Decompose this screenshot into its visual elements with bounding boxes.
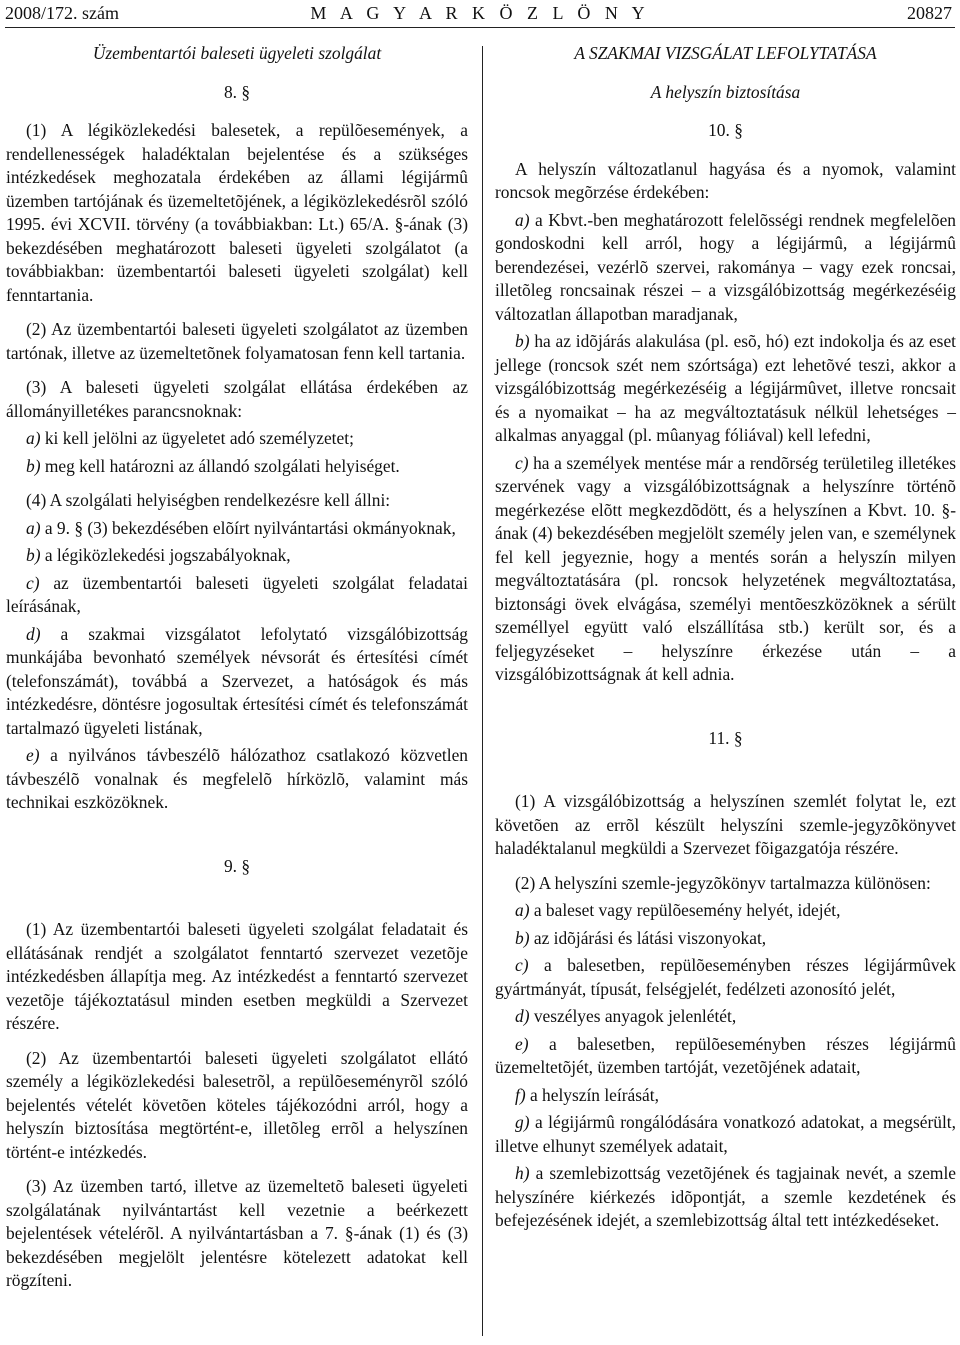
paragraph-8-3: (3) A baleseti ügyeleti szolgálat ellátása érdekében az állományilletékes parancsnoknak: [6, 377, 468, 421]
item-text: a szakmai vizsgálatot lefolytató vizsgálóbizottság munkájába bevonható személyek névsorát és értesítési címét (telefonszámát), továbbá a Szervezet, a hatóságok és más intézkedésre, döntésre jogosultak értesítési címét és telefonszámát tartalmazó ügyeleti listának, [6, 623, 468, 738]
paragraph-11-2a [495, 899, 956, 923]
item-label: a) [515, 900, 530, 920]
paragraph-8-3b [6, 455, 468, 479]
paragraph-11-heading: 11. § [708, 727, 743, 748]
item-text: a balesetben, repülõeseményben részes légijármû üzemeltetõjét, üzemben tartóját, vezetõjének adatait, [495, 1033, 956, 1077]
item-label: f) [515, 1084, 526, 1105]
paragraph-11-2: (2) A helyszíni szemle-jegyzõkönyv tartalmazza különösen: [515, 872, 931, 893]
paragraph-8-4b [6, 544, 468, 568]
item-text: ki kell jelölni az ügyeletet adó személyzetet; [44, 428, 354, 448]
item-label: c) [515, 955, 529, 975]
right-column [495, 34, 956, 1244]
item-text: az idõjárási és látási viszonyokat, [533, 927, 767, 948]
item-text: a helyszín leírását, [529, 1084, 659, 1105]
item-label: b) [515, 331, 530, 351]
page-header [0, 0, 960, 26]
item-text: a 9. § (3) bekezdésében elõírt nyilvántartási okmányoknak, [44, 517, 456, 538]
item-label: b) [515, 927, 530, 948]
paragraph-8-heading: 8. § [223, 81, 251, 102]
section-title-left: Üzembentartói baleseti ügyeleti szolgálat [92, 43, 382, 63]
item-text: veszélyes anyagok jelenlétét, [533, 1006, 737, 1026]
item-text: a szemlebizottság vezetõjének és tagjainak nevét, a szemle helyszínére kiérkezés idõpontját, a szemle kezdetének és befejezésének idejét, a szemlebizottság által tett intézkedéseket. [495, 1163, 956, 1230]
paragraph-11-2g [495, 1111, 956, 1158]
header-rule [5, 27, 955, 28]
left-column [6, 34, 468, 1304]
item-label: e) [26, 745, 40, 765]
item-text: meg kell határozni az állandó szolgálati helyiséget. [44, 455, 400, 476]
column-divider [482, 46, 483, 1336]
item-label: a) [26, 428, 41, 448]
paragraph-8-1: (1) A légiközlekedési balesetek, a repülõesemények, a rendellenességek haladéktalan bejelentése és a szükséges intézkedések meghozatala érdekében az állami légijármû üzemben tartójának és üzemeltetõjének, a légiközlekedésrõl szóló 1995. évi XCVII. törvény (a továbbiakban: Lt.) 65/A. §-ának (3) bekezdésében meghatározott baleseti ügyeleti szolgálatot (a továbbiakban: üzembentartói baleseti ügyeleti szolgálat) kell fenntartania. [6, 120, 468, 305]
item-text: az üzembentartói baleseti ügyeleti szolgálat feladatai leírásának, [6, 572, 468, 616]
paragraph-11-2e [495, 1033, 956, 1080]
paragraph-8-3a [6, 427, 468, 451]
item-label: a) [515, 209, 530, 230]
paragraph-9-heading: 9. § [223, 855, 251, 876]
section-title-right: A SZAKMAI VIZSGÁLAT LEFOLYTATÁSA [574, 43, 877, 63]
publication-title: M A G Y A R K Ö Z L Ö N Y [310, 3, 650, 23]
item-text: a nyilvános távbeszélõ hálózathoz csatlakozó közvetlen távbeszélõ vonalnak és megfelelõ hírközlõ, valamint más technikai eszközöknek. [6, 745, 468, 812]
paragraph-10-intro: A helyszín változatlanul hagyása és a nyomok, valamint roncsok megõrzése érdekében: [495, 158, 956, 202]
paragraph-11-2b [495, 927, 956, 951]
paragraph-11-2d [495, 1005, 956, 1029]
paragraph-11-1: (1) A vizsgálóbizottság a helyszínen szemlét folytat le, ezt követõen az errõl készült helyszíni szemle-jegyzõkönyvet haladéktalanul megküldi a Szervezet fõigazgatója részére. [495, 791, 956, 858]
item-text: ha a személyek mentése már a rendõrség területileg illetékes szervének vagy a vizsgálóbizottságnak a helyszínre történõ megérkezése elõtt megkezdõdött, és a helyszínen a Kbvt. 10. §-ának (4) bekezdésében megjelölt személy jelen van, e személynek fel kell jegyeznie, hogy a mentés során a helyszín milyen megváltoztatására (pl. roncsok helyzetének megváltoztatása, biztonsági övek elvágása, személyi mentõeszközöknek a sérült személlyel együtt való elszállítása stb.) került sor, és a feljegyzéseket – helyszínre érkezése után – a vizsgálóbizottságnak át kell adnia. [495, 452, 956, 684]
item-text: a balesetben, repülõeseményben részes légijármûvek gyártmányát, típusát, felségjelét, fedélzeti azonosító jelét, [495, 955, 956, 999]
paragraph-10a [495, 209, 956, 327]
paragraph-9-2: (2) Az üzembentartói baleseti ügyeleti szolgálatot ellátó személy a légiközlekedési balesetrõl, a repülõeseményrõl szóló bejelentés vételét követõen köteles tájékozódni arról, hogy a helyszín biztosítása megtörtént-e, illetõleg errõl a helyszínen történt-e intézkedés. [6, 1047, 468, 1162]
item-label: d) [515, 1006, 530, 1026]
paragraph-11-2c [495, 954, 956, 1001]
paragraph-8-4: (4) A szolgálati helyiségben rendelkezésre kell állni: [26, 490, 391, 510]
item-label: b) [26, 545, 41, 565]
issue-number: 2008/172. szám [5, 3, 119, 23]
item-label: g) [515, 1112, 530, 1132]
item-text: ha az idõjárás alakulása (pl. esõ, hó) ezt indokolja és az eset jellege (roncsok szét nem szórtsága) ezt lehetõvé teszi, akkor a vizsgálóbizottság megérkezéséig a légijármûvet, illetve roncsait és a nyomaikat – ha az megváltoztatásuk nélkül lehetséges – alkalmas anyaggal (pl. mûanyag fóliával) kell lefedni, [495, 331, 956, 445]
paragraph-11-2f [495, 1084, 956, 1108]
paragraph-11-2h [495, 1162, 956, 1233]
paragraph-9-3: (3) Az üzemben tartó, illetve az üzemeltetõ baleseti ügyeleti szolgálatának nyilvántartást kell vezetnie a beérkezett bejelentések vételérõl. A nyilvántartásban a 7. §-ának (1) és (3) bekezdésében megjelölt jelentésre kötelezett adatokat kell rögzíteni. [6, 1176, 468, 1290]
paragraph-10b [495, 330, 956, 448]
item-label: e) [515, 1033, 529, 1054]
paragraph-9-1: (1) Az üzembentartói baleseti ügyeleti szolgálat feladatait és ellátásának rendjét a szolgálatot fenntartó szervezet vezetõje intézkedésben állapítja meg. Az intézkedést a fenntartó szervezet vezetõje tájékoztatásul minden esetben megküldi a Szervezet részére. [6, 919, 468, 1033]
item-label: c) [515, 452, 529, 473]
item-label: a) [26, 517, 41, 538]
paragraph-8-4c [6, 572, 468, 619]
page-number: 20827 [907, 3, 952, 23]
item-label: h) [515, 1163, 530, 1183]
paragraph-10c [495, 452, 956, 687]
item-label: c) [26, 572, 40, 593]
subsection-title: A helyszín biztosítása [650, 81, 801, 102]
paragraph-8-2: (2) Az üzembentartói baleseti ügyeleti szolgálatot az üzemben tartónak, illetve az üzemeltetõnek folyamatosan fenn kell tartania. [6, 319, 468, 363]
item-text: a Kbvt.-ben meghatározott felelõsségi rendnek megfelelõen gondoskodni kell arról, hogy a légijármû, a légijármû berendezései, vezérlõ szervei, rakománya – vagy ezek roncsai, illetõleg roncsainak részei – a vizsgálóbizottság megérkezéséig változatlan állapotban maradjanak, [495, 209, 956, 324]
item-text: a baleset vagy repülõesemény helyét, idejét, [533, 900, 841, 920]
item-text: a légiközlekedési jogszabályoknak, [44, 545, 291, 565]
item-label: d) [26, 623, 41, 644]
item-text: a légijármû rongálódására vonatkozó adatokat, a megsérült, illetve elhunyt személyek adatait, [495, 1112, 956, 1156]
paragraph-8-4a [6, 517, 468, 541]
item-label: b) [26, 455, 41, 476]
paragraph-8-4e [6, 744, 468, 815]
paragraph-8-4d [6, 623, 468, 741]
paragraph-10-heading: 10. § [708, 120, 743, 140]
